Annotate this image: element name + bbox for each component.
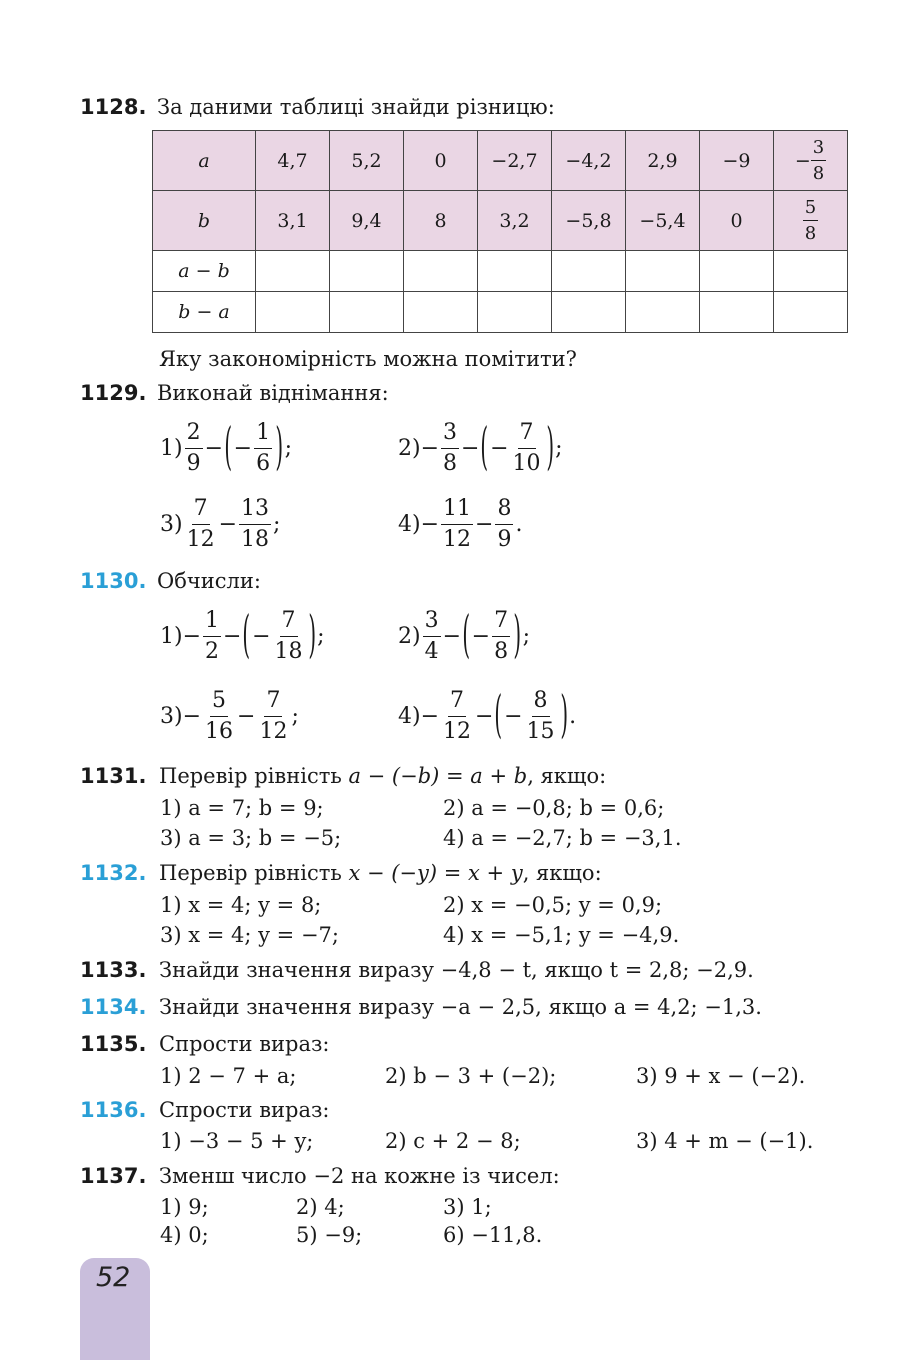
fraction-denominator: 12 (259, 719, 288, 744)
problem-1128-question: Яку закономірність можна помітити? (159, 347, 577, 371)
list-item: 1) 9; (160, 1195, 209, 1219)
expression-1129-1 (160, 418, 292, 479)
fraction-numerator: 11 (441, 494, 473, 525)
item-label: 1) (160, 624, 183, 649)
fraction-numerator: 7 (518, 418, 536, 449)
table-row-b (153, 191, 848, 251)
punctuation: ; (522, 624, 531, 649)
punctuation: . (515, 512, 523, 537)
table-row-a (153, 131, 848, 191)
list-item: 3) 4 + m − (−1). (636, 1129, 814, 1153)
fraction (441, 418, 459, 479)
problem-1131-number: 1131. (80, 764, 147, 788)
fraction-sign: − (794, 149, 811, 172)
fraction-denominator: 16 (205, 719, 234, 744)
empty-cell (256, 292, 330, 333)
item-label: 2) (398, 436, 421, 461)
sign: − (471, 624, 491, 649)
expression-1129-2 (398, 418, 563, 479)
list-item: 1) x = 4; y = 8; (160, 893, 322, 917)
text: , якщо: (522, 861, 602, 885)
punctuation: . (569, 704, 577, 729)
fraction (185, 418, 203, 479)
list-item: 5) −9; (296, 1223, 363, 1247)
fraction-denominator: 10 (512, 451, 541, 476)
fraction-denominator: 4 (424, 639, 439, 664)
operator: − (223, 624, 242, 649)
table-cell: 2,9 (626, 131, 700, 191)
problem-1130-text: Обчисли: (157, 569, 261, 593)
empty-cell (552, 251, 626, 292)
empty-cell (626, 292, 700, 333)
item-label: 1) (160, 436, 183, 461)
item-label: 2) (398, 624, 421, 649)
fraction-numerator: 3 (423, 606, 441, 637)
table-cell: 0 (404, 131, 478, 191)
fraction-numerator: 7 (264, 686, 282, 717)
problem-1128-text: За даними таблиці знайди різницю: (157, 95, 555, 119)
problem-1137-text: Зменш число −2 на кожне із чисел: (159, 1164, 560, 1188)
list-item: 4) a = −2,7; b = −3,1. (443, 826, 682, 850)
problem-1134-text: Знайди значення виразу −a − 2,5, якщо a = 4,2; −1,3. (159, 995, 762, 1019)
problem-1136-number: 1136. (80, 1098, 147, 1122)
open-paren: ( (242, 607, 251, 666)
problem-1129-text: Виконай віднімання: (157, 381, 389, 405)
fraction-denominator: 9 (186, 451, 201, 476)
fraction (257, 686, 289, 747)
fraction-numerator: 7 (492, 606, 510, 637)
page-number: 52 (96, 1262, 131, 1293)
fraction (441, 494, 473, 555)
list-item: 4) 0; (160, 1223, 209, 1247)
expression-1129-4 (398, 494, 522, 555)
problem-1133-number: 1133. (80, 958, 147, 982)
sign: − (182, 704, 202, 729)
sign: − (182, 624, 202, 649)
fraction (254, 418, 272, 479)
item-label: 3) (160, 512, 183, 537)
formula: a − (−b) = a + b (348, 764, 528, 788)
sign: − (252, 624, 271, 649)
fraction-numerator: 5 (803, 195, 818, 221)
sign: − (420, 512, 440, 537)
problem-1128-number: 1128. (80, 95, 147, 119)
list-item: 2) b − 3 + (−2); (385, 1064, 557, 1088)
problem-1136-text: Спрости вираз: (159, 1098, 330, 1122)
list-item: 1) 2 − 7 + a; (160, 1064, 297, 1088)
item-label: 4) (398, 512, 421, 537)
table-cell: −5,4 (626, 191, 700, 251)
empty-cell (330, 251, 404, 292)
punctuation: ; (284, 436, 293, 461)
fraction (441, 686, 473, 747)
sign: − (490, 436, 509, 461)
formula: x − (−y) = x + y (348, 861, 523, 885)
fraction (511, 418, 543, 479)
fraction-denominator: 15 (526, 719, 555, 744)
problem-1130-number: 1130. (80, 569, 147, 593)
row-label-b: b (153, 191, 256, 251)
problem-1135-text: Спрости вираз: (159, 1032, 330, 1056)
fraction (525, 686, 557, 747)
fraction (203, 686, 235, 747)
punctuation: ; (291, 704, 299, 729)
list-item: 6) −11,8. (443, 1223, 543, 1247)
table-cell: 3,2 (478, 191, 552, 251)
table-cell-fraction (774, 131, 848, 191)
text: Перевір рівність (159, 764, 349, 788)
expression-1130-2 (398, 606, 530, 667)
empty-cell (404, 292, 478, 333)
fraction-numerator: 3 (441, 418, 459, 449)
open-paren: ( (462, 607, 471, 666)
fraction-denominator: 12 (186, 527, 215, 552)
open-paren: ( (224, 419, 233, 478)
row-label-b-minus-a: b − a (153, 292, 256, 333)
operator: − (475, 512, 494, 537)
expression-1130-3 (160, 686, 299, 747)
empty-cell (700, 292, 774, 333)
fraction-denominator: 2 (205, 639, 220, 664)
problem-1135-number: 1135. (80, 1032, 147, 1056)
empty-cell (330, 292, 404, 333)
fraction-numerator: 8 (532, 686, 550, 717)
empty-cell (626, 251, 700, 292)
fraction (423, 606, 441, 667)
table-row-a-minus-b (153, 251, 848, 292)
table-cell: −4,2 (552, 131, 626, 191)
fraction (492, 606, 510, 667)
fraction-denominator: 8 (443, 451, 458, 476)
fraction-denominator: 18 (241, 527, 270, 552)
problem-1131-text (159, 763, 606, 789)
punctuation: ; (317, 624, 325, 649)
punctuation: ; (555, 436, 563, 461)
fraction (811, 135, 826, 186)
fraction-numerator: 8 (495, 494, 513, 525)
open-paren: ( (494, 687, 503, 746)
list-item: 3) a = 3; b = −5; (160, 826, 342, 850)
empty-cell (404, 251, 478, 292)
operator: − (461, 436, 480, 461)
fraction-numerator: 3 (811, 135, 826, 161)
empty-cell (774, 251, 848, 292)
fraction-numerator: 7 (448, 686, 466, 717)
empty-cell (700, 251, 774, 292)
fraction (185, 494, 217, 555)
table-cell-fraction (774, 191, 848, 251)
close-paren: ) (513, 607, 522, 666)
table-cell: 5,2 (330, 131, 404, 191)
operator: − (475, 704, 494, 729)
item-label: 3) (160, 704, 183, 729)
fraction-numerator: 5 (210, 686, 228, 717)
problem-1133-text: Знайди значення виразу −4,8 − t, якщо t = 2,8; −2,9. (159, 958, 754, 982)
table-cell: 3,1 (256, 191, 330, 251)
fraction-numerator: 7 (280, 606, 298, 637)
list-item: 2) 4; (296, 1195, 345, 1219)
close-paren: ) (545, 419, 554, 478)
list-item: 4) x = −5,1; y = −4,9. (443, 923, 680, 947)
problem-1132-text (159, 860, 602, 886)
problem-1137-number: 1137. (80, 1164, 147, 1188)
operator: − (218, 512, 238, 537)
sign: − (420, 704, 440, 729)
fraction-denominator: 12 (443, 527, 472, 552)
list-item: 3) x = 4; y = −7; (160, 923, 339, 947)
list-item: 2) x = −0,5; y = 0,9; (443, 893, 663, 917)
fraction (273, 606, 305, 667)
list-item: 2) c + 2 − 8; (385, 1129, 521, 1153)
fraction (803, 195, 818, 246)
problem-1134-number: 1134. (80, 995, 147, 1019)
list-item: 2) a = −0,8; b = 0,6; (443, 796, 665, 820)
empty-cell (256, 251, 330, 292)
sign: − (504, 704, 523, 729)
table-cell: −2,7 (478, 131, 552, 191)
list-item: 1) −3 − 5 + y; (160, 1129, 314, 1153)
item-label: 4) (398, 704, 421, 729)
operator: − (442, 624, 462, 649)
table-cell: −5,8 (552, 191, 626, 251)
row-label-a-minus-b: a − b (153, 251, 256, 292)
table-cell: 9,4 (330, 191, 404, 251)
fraction-denominator: 8 (804, 223, 817, 244)
empty-cell (774, 292, 848, 333)
fraction-denominator: 18 (274, 639, 303, 664)
empty-cell (478, 251, 552, 292)
row-label-a: a (153, 131, 256, 191)
fraction-numerator: 2 (185, 418, 203, 449)
expression-1130-4 (398, 686, 576, 747)
close-paren: ) (275, 419, 284, 478)
operator: − (237, 704, 256, 729)
list-item: 3) 1; (443, 1195, 492, 1219)
close-paren: ) (307, 607, 316, 666)
fraction (239, 494, 271, 555)
problem-1129-number: 1129. (80, 381, 147, 405)
close-paren: ) (559, 687, 568, 746)
fraction-denominator: 6 (256, 451, 271, 476)
fraction-denominator: 12 (443, 719, 472, 744)
fraction-numerator: 1 (254, 418, 272, 449)
fraction-numerator: 13 (239, 494, 271, 525)
fraction-denominator: 9 (497, 527, 512, 552)
table-row-b-minus-a (153, 292, 848, 333)
fraction (495, 494, 513, 555)
list-item: 3) 9 + x − (−2). (636, 1064, 806, 1088)
sign: − (233, 436, 253, 461)
empty-cell (552, 292, 626, 333)
sign: − (420, 436, 440, 461)
punctuation: ; (273, 512, 281, 537)
difference-table (152, 130, 848, 333)
fraction-denominator: 8 (812, 163, 825, 184)
open-paren: ( (480, 419, 489, 478)
fraction (203, 606, 221, 667)
fraction-numerator: 7 (192, 494, 210, 525)
table-cell: −9 (700, 131, 774, 191)
text: Перевір рівність (159, 861, 349, 885)
list-item: 1) a = 7; b = 9; (160, 796, 324, 820)
table-cell: 8 (404, 191, 478, 251)
fraction-numerator: 1 (203, 606, 221, 637)
expression-1130-1 (160, 606, 325, 667)
problem-1132-number: 1132. (80, 861, 147, 885)
operator: − (204, 436, 224, 461)
expression-1129-3 (160, 494, 280, 555)
empty-cell (478, 292, 552, 333)
table-cell: 4,7 (256, 131, 330, 191)
text: , якщо: (527, 764, 607, 788)
fraction-denominator: 8 (494, 639, 509, 664)
table-cell: 0 (700, 191, 774, 251)
